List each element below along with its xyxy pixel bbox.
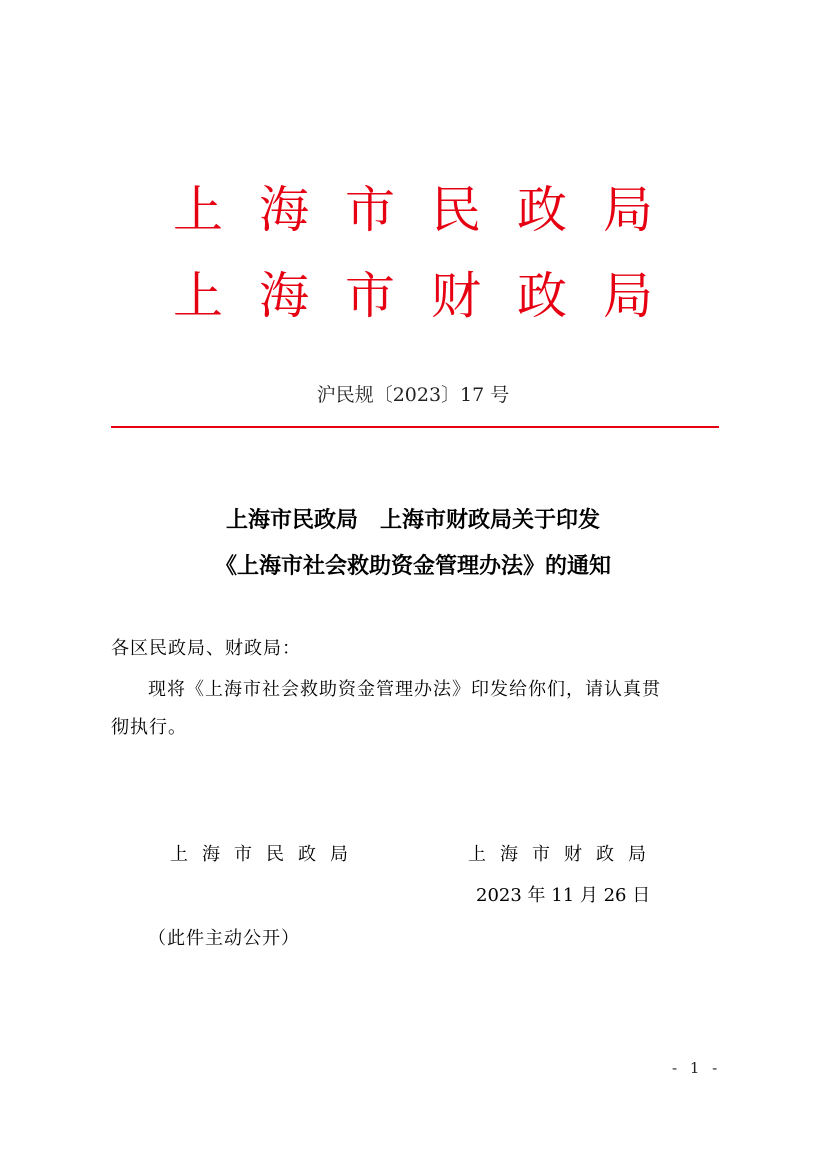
issue-date: 2023 年 11 月 26 日: [476, 885, 651, 906]
body-paragraph-line-1: 现将《上海市社会救助资金管理办法》印发给你们，请认真贯: [148, 679, 661, 700]
signature-civil-affairs: 上海市民政局: [170, 844, 362, 865]
document-title-line-1: 上海市民政局 上海市财政局关于印发: [225, 507, 600, 533]
page-number: - 1 -: [672, 1059, 722, 1077]
document-title-line-2: 《上海市社会救助资金管理办法》的通知: [214, 553, 611, 579]
document-number: 沪民规〔2023〕17 号: [316, 384, 510, 406]
red-divider: [111, 426, 719, 428]
salutation: 各区民政局、财政局：: [111, 638, 301, 659]
body-paragraph-line-2: 彻执行。: [111, 717, 187, 738]
issuer-header-finance: 上海市财政局: [173, 267, 689, 325]
issuer-header-civil-affairs: 上海市民政局: [173, 181, 689, 239]
disclosure-note: （此件主动公开）: [148, 928, 300, 949]
signature-finance: 上海市财政局: [468, 844, 660, 865]
